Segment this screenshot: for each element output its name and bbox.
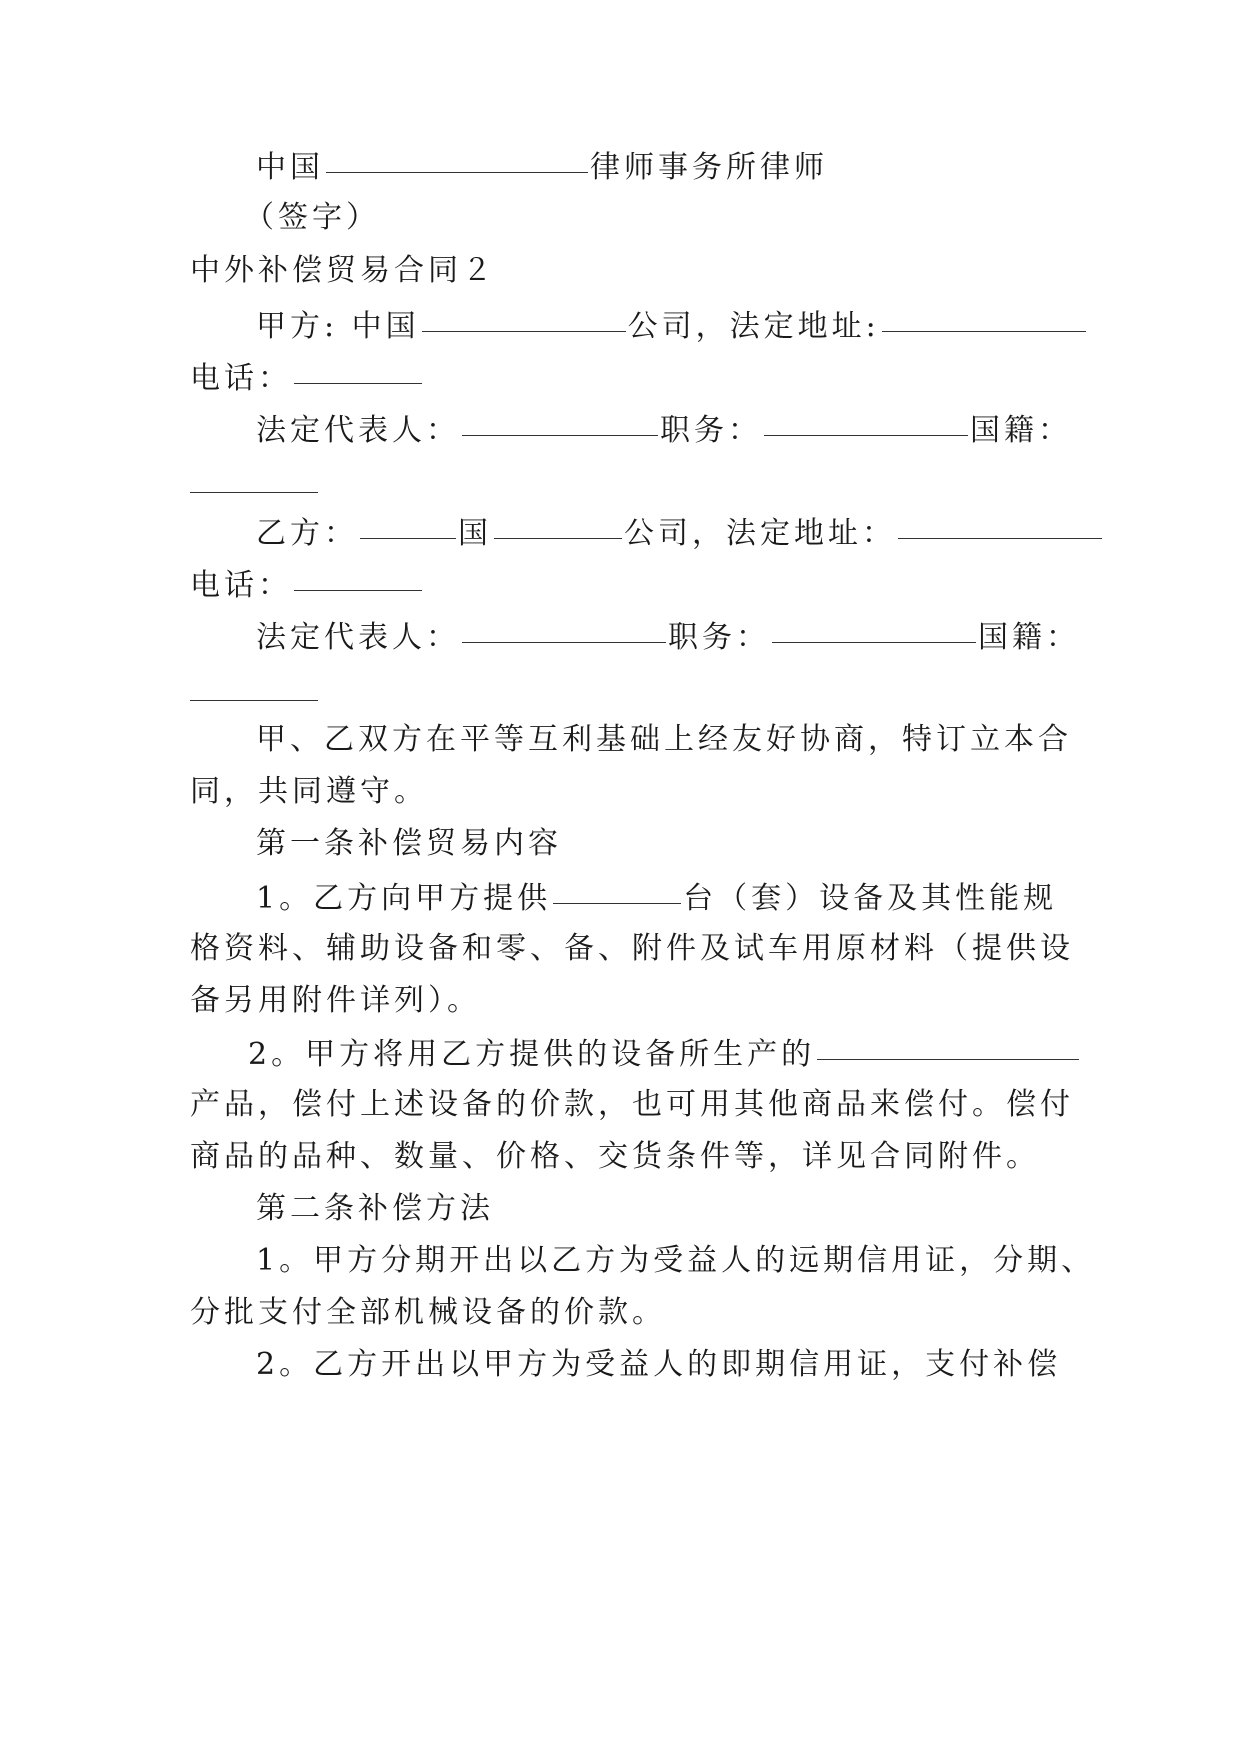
party-a-rep-blank[interactable]: [462, 405, 658, 436]
party-a-nationality-blank[interactable]: [190, 490, 318, 493]
party-a-phone-blank[interactable]: [294, 353, 422, 384]
article-1-item-1-line-2: 格资料、辅助设备和零、备、附件及试车用原材料（提供设: [190, 931, 1074, 966]
party-b-country-blank[interactable]: [360, 508, 456, 539]
signature-label: （签字）: [244, 200, 380, 235]
party-a-rep-label: 法定代表人：: [256, 413, 460, 448]
party-a-rep-line: [256, 409, 1072, 451]
product-name-blank[interactable]: [817, 1029, 1079, 1060]
party-b-label: 乙方：: [256, 516, 358, 551]
lawyer-suffix: 律师事务所律师: [590, 150, 828, 185]
article-1-item-2-line-2: 产品，偿付上述设备的价款，也可用其他商品来偿付。偿付: [190, 1087, 1074, 1122]
article-1-item-1-prefix: 1。乙方向甲方提供: [256, 881, 552, 916]
party-b-company-blank[interactable]: [494, 508, 622, 539]
article-1-item-1-suffix: 台（套）设备及其性能规: [683, 881, 1058, 916]
party-b-rep-blank[interactable]: [462, 612, 666, 643]
article-1-item-2-line-1: [248, 1033, 1081, 1075]
article-1-item-2-line-3: 商品的品种、数量、价格、交货条件等，详见合同附件。: [190, 1139, 1040, 1174]
article-2-item-1-line-1: 1。甲方分期开出以乙方为受益人的远期信用证，分期、: [256, 1243, 1096, 1278]
party-a-line: [256, 305, 1088, 347]
party-a-position-blank[interactable]: [764, 405, 968, 436]
party-b-position-label: 职务：: [668, 620, 770, 655]
equipment-quantity-blank[interactable]: [553, 873, 681, 904]
party-a-company-suffix: 公司，法定地址:: [627, 309, 880, 344]
party-a-company-blank[interactable]: [422, 301, 626, 332]
lawyer-firm-blank[interactable]: [326, 142, 588, 173]
party-a-label: 甲方: 中国: [256, 309, 420, 344]
party-b-phone-label: 电话：: [190, 568, 292, 603]
article-2-item-1-line-2: 分批支付全部机械设备的价款。: [190, 1295, 666, 1330]
article-1-item-1-line-1: [256, 877, 1057, 919]
party-b-phone-line: [190, 564, 424, 606]
article-1-title: 第一条补偿贸易内容: [256, 826, 562, 861]
party-b-line: [256, 512, 1104, 554]
preamble-line-1: 甲、乙双方在平等互利基础上经友好协商，特订立本合: [256, 722, 1072, 757]
preamble-line-2: 同，共同遵守。: [190, 774, 428, 809]
article-1-item-2-prefix: 2。甲方将用乙方提供的设备所生产的: [248, 1037, 816, 1072]
party-a-nationality-label: 国籍：: [970, 413, 1072, 448]
party-b-rep-label: 法定代表人：: [256, 620, 460, 655]
party-b-position-blank[interactable]: [772, 612, 976, 643]
party-b-country-suffix: 国: [458, 516, 492, 551]
lawyer-prefix: 中国: [256, 150, 324, 185]
contract-title: 中外补偿贸易合同２: [190, 253, 496, 288]
party-a-address-blank[interactable]: [882, 301, 1086, 332]
party-b-nationality-label: 国籍：: [978, 620, 1080, 655]
party-a-position-label: 职务：: [660, 413, 762, 448]
party-b-rep-line: [256, 616, 1080, 658]
lawyer-line: [256, 146, 828, 188]
party-a-phone-label: 电话：: [190, 361, 292, 396]
party-b-address-blank[interactable]: [898, 508, 1102, 539]
article-2-title: 第二条补偿方法: [256, 1191, 494, 1226]
party-b-nationality-blank[interactable]: [190, 698, 318, 701]
article-2-item-2-line-1: 2。乙方开出以甲方为受益人的即期信用证，支付补偿: [256, 1347, 1062, 1382]
party-b-company-suffix: 公司，法定地址：: [624, 516, 896, 551]
article-1-item-1-line-3: 备另用附件详列）。: [190, 983, 481, 1018]
party-b-phone-blank[interactable]: [294, 560, 422, 591]
party-a-phone-line: [190, 357, 424, 399]
